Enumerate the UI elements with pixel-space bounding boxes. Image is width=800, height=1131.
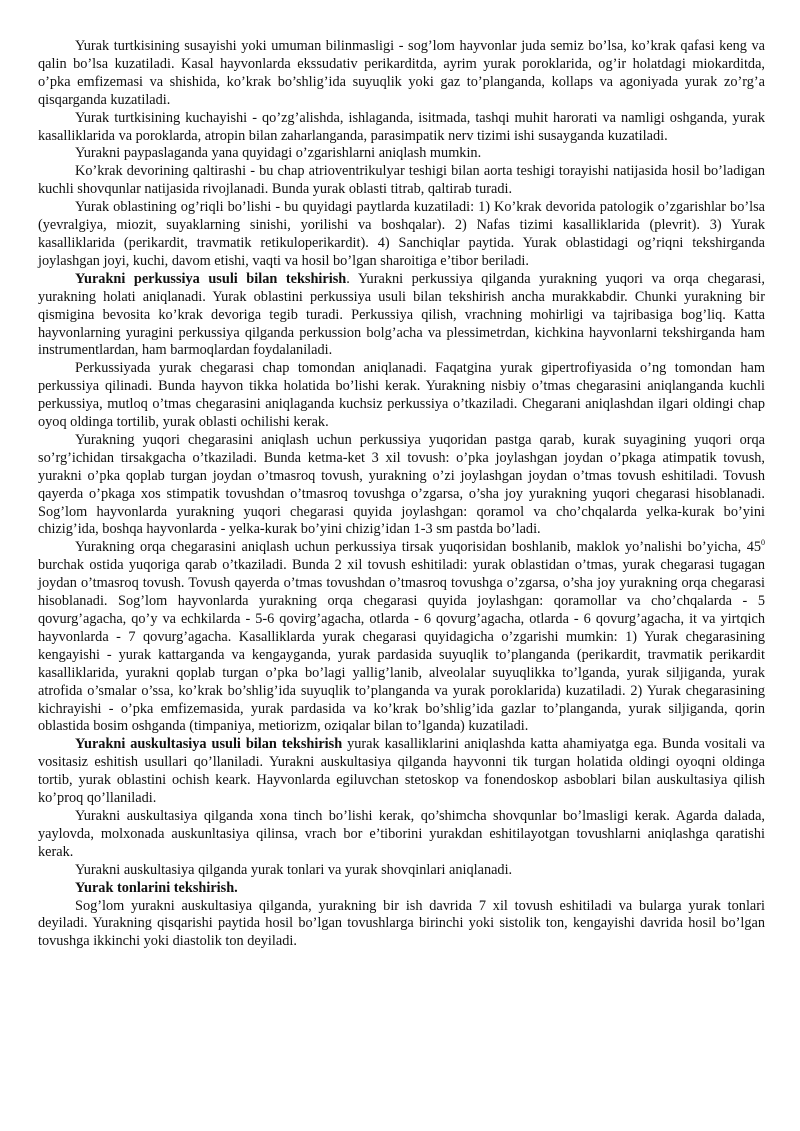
- paragraph: [38, 880, 765, 898]
- paragraph: Yurak turtkisining kuchayishi - qo’zg’alishda, ishlaganda, isitmada, tashqi muhit harorati va namligi oshganda, yurak kasalliklarida va poroklarda, atropin bilan zaharlanganda, parasimpatik nerv tizimi ishi susayganda kuzatiladi.: [38, 109, 765, 144]
- paragraph: Yurakni auskultasiya qilganda xona tinch bo’lishi kerak, qo’shimcha shovqunlar bo’lmasligi kerak. Agarda dalada, yaylovda, molxonada auskunltasiya qilinsa, vrach bor e’tiborini yurakdan eshitilayotgan tovushlarni aniqlashga qaratishi kerak.: [38, 807, 765, 860]
- paragraph: Ko’krak devorining qaltirashi - bu chap atrioventrikulyar teshigi bilan aorta teshigi torayishi natijasida hosil bo’ladigan kuchli shovqunlar natijasida rivojlanadi. Bunda yurak oblasti titrab, qaltirab turadi.: [38, 163, 765, 198]
- section-heading: Yurak tonlarini tekshirish.: [75, 879, 238, 896]
- paragraph: Sog’lom yurakni auskultasiya qilganda, yurakning bir ish davrida 7 xil tovush eshitiladi va bularga yurak tonlari deyiladi. Yurakning qisqarishi paytida hosil bo’lgan tovushlarga birinchi yoki sistolik ton, kengayishi davrida hosil bo’lgan tovushga ikkinchi yoki diastolik ton deyiladi.: [38, 897, 765, 950]
- paragraph: Perkussiyada yurak chegarasi chap tomondan aniqlanadi. Faqatgina yurak gipertrofiyasida o’ng tomondan ham perkussiya qilinadi. Bunda hayvon tikka holatida bo’lishi kerak. Yurakning nisbiy o’tmas chegarasini aniqlanganda kuchli perkussiya, mutloq o’tmas chegarasini aniqlaganda kuchsiz perkussiya o’tkaziladi. Chegarani aniqlashdan ilgari oldingi chap oyoq oldinga tortilib, yurak oblasti ochilishi kerak.: [38, 360, 765, 431]
- paragraph: Yurakni auskultasiya usuli bilan tekshirish yurak kasalliklarini aniqlashda katta ahamiyatga ega. Bunda vositali va vositasiz eshitish usullari qo’llaniladi. Yurakni auskultasiya qilganda hayvonni tik turgan holatida oldingi oyoqni oldinga tortib, yurak oblastini ochish keark. Hayvonlarda egiluvchan stetoskop va fonendoskop asboblari bilan auskultasiya qilish ko’proq qo’llaniladi.: [38, 736, 765, 807]
- paragraph: Yurakning yuqori chegarasini aniqlash uchun perkussiya yuqoridan pastga qarab, kurak suyagining yuqori orqa so’rg’ichidan tirsakgacha o’tkaziladi. Bunda ketma-ket 3 xil tovush: o’pka joylashgan joydan o’pkaga atimpatik tovush, yurakni o’pka qoplab turgan joydan o’tmasroq tovush, yurakning o’zi joylashgan joydan o’tmas tovush eshitiladi. Tovush qayerda o’pkaga xos stimpatik tovushdan o’tmasroq tovushga o’zgarsa, o’sha joy yurakning yuqori chegarasi hisoblanadi. Sog’lom hayvonlarda yurakning yuqori chegarasi quyida joylashgan: qoramol va cho’chqalarda yelka-kurak bo’yini chizig’ida, boshqa hayvonlarda - yelka-kurak bo’yini chizig’idan 1-3 sm pastda bo’ladi.: [38, 431, 765, 538]
- paragraph: Yurakning orqa chegarasini aniqlash uchun perkussiya tirsak yuqorisidan boshlanib, maklok yo’nalishi bo’yicha, $45^0$ burchak ostida yuqoriga qarab o’tkaziladi. Bunda 2 xil tovush eshitiladi: yurak oblastidan o’tmas, yurak chegarasi tugagan joydan o’tmasroq tovush. Tovush qayerda o’tmas tovushdan o’tmasroq tovushga o’zgarsa, o’sha joy yurakning orqa chegarasi hisoblanadi. Sog’lom hayvonlarda yurakning orqa chegarasi quyida joylashgan: qoramollar va cho’chqalarda - 5 qovurg’agacha, qo’y va echkilarda - 5-6 qovirg’agacha, otlarda - 6 qovurg’agacha, otlarda - 6 qovurg’agacha, it va yirtqich hayvonlarda - 7 qovurg’agacha. Kasalliklarda yurak chegarasi quyidagicha o’zgarishi mumkin: 1) Yurak chegarasining kengayishi - yurak kattarganda va kengayganda, yurak pardasida suyuqlik to’planganda (perikardit, travmatik perikardit kasalliklarida, yurakni qoplab turgan o’pka bo’lagi yallig’lanib, alveolalar suyuqlikka to’lganda, yurak siljiganda, yurak atrofida o’smalar o’ssa, ko’krak bo’shlig’ida suyuqlik to’planganda va yurak poroklarida) kuzatiladi. 2) Yurak chegarasining kichrayishi - o’pka emfizemasida, yurak pardasida va ko’krak bo’shlig’ida gazlar to’planganda, yurak siljiganda, qorin oblastida bosim oshganda (timpaniya, metiorizm, oziqalar bilan to’lganda) kuzatiladi.: [38, 538, 765, 735]
- paragraph: Yurakni perkussiya usuli bilan tekshirish. Yurakni perkussiya qilganda yurakning yuqori va orqa chegarasi, yurakning holati aniqlanadi. Yurak oblastini perkussiya usuli bilan tekshirish ancha murakkabdir. Chunki yurakning bir qismigina bevosita ko’krak devoriga tegib turadi. Perkussiya qilish, vrachning mohirligi va tajribasiga bog’liq. Katta hayvonlarning yuragini perkussiya qilganda perkussion bolg’acha va plessimetrdan, kichkina hayvonlarni tekshirganda ham instrumentlardan, ham barmoqlardan foydalaniladi.: [38, 270, 765, 359]
- section-heading: Yurakni perkussiya usuli bilan tekshirish: [75, 270, 347, 287]
- section-heading: Yurakni auskultasiya usuli bilan tekshirish: [75, 736, 343, 753]
- document-page: [38, 38, 765, 951]
- paragraph: Yurakni auskultasiya qilganda yurak tonlari va yurak shovqinlari aniqlanadi.: [75, 861, 513, 878]
- paragraph: Yurak turtkisining susayishi yoki umuman bilinmasligi - sog’lom hayvonlar juda semiz bo’lsa, ko’krak qafasi keng va qalin bo’lsa kuzatiladi. Kasal hayvonlarda ekssudativ perikarditda, ayrim yurak poroklarida, og’ir holatdagi miokarditda, o’pka emfizemasi va shishida, ko’krak bo’shlig’ida suyuqlik yoki gaz to’planganda, kollaps va agoniyada yurak zo’rg’a qisqarganda kuzatiladi.: [38, 38, 765, 108]
- degree-superscript: 0: [761, 538, 765, 548]
- paragraph: Yurak oblastining og’riqli bo’lishi - bu quyidagi paytlarda kuzatiladi: 1) Ko’krak devorida patologik o’zgarishlar bo’lsa (yevralgiya, miozit, suyaklarning sinishi, yorilishi va boshqalar). 2) Nafas tizimi kasalliklarida (plevrit). 3) Yurak kasalliklarida (perikardit, travmatik retikuloperikardit). 4) Sanchiqlar paytida. Yurak oblastidagi og’riqni tekshirganda joylashgan joyi, kuchi, davom etishi, vaqti va hosil bo’lgan sharoitiga e’tibor beriladi.: [38, 199, 765, 269]
- paragraph: Yurakni paypaslaganda yana quyidagi o’zgarishlarni aniqlash mumkin.: [75, 145, 482, 162]
